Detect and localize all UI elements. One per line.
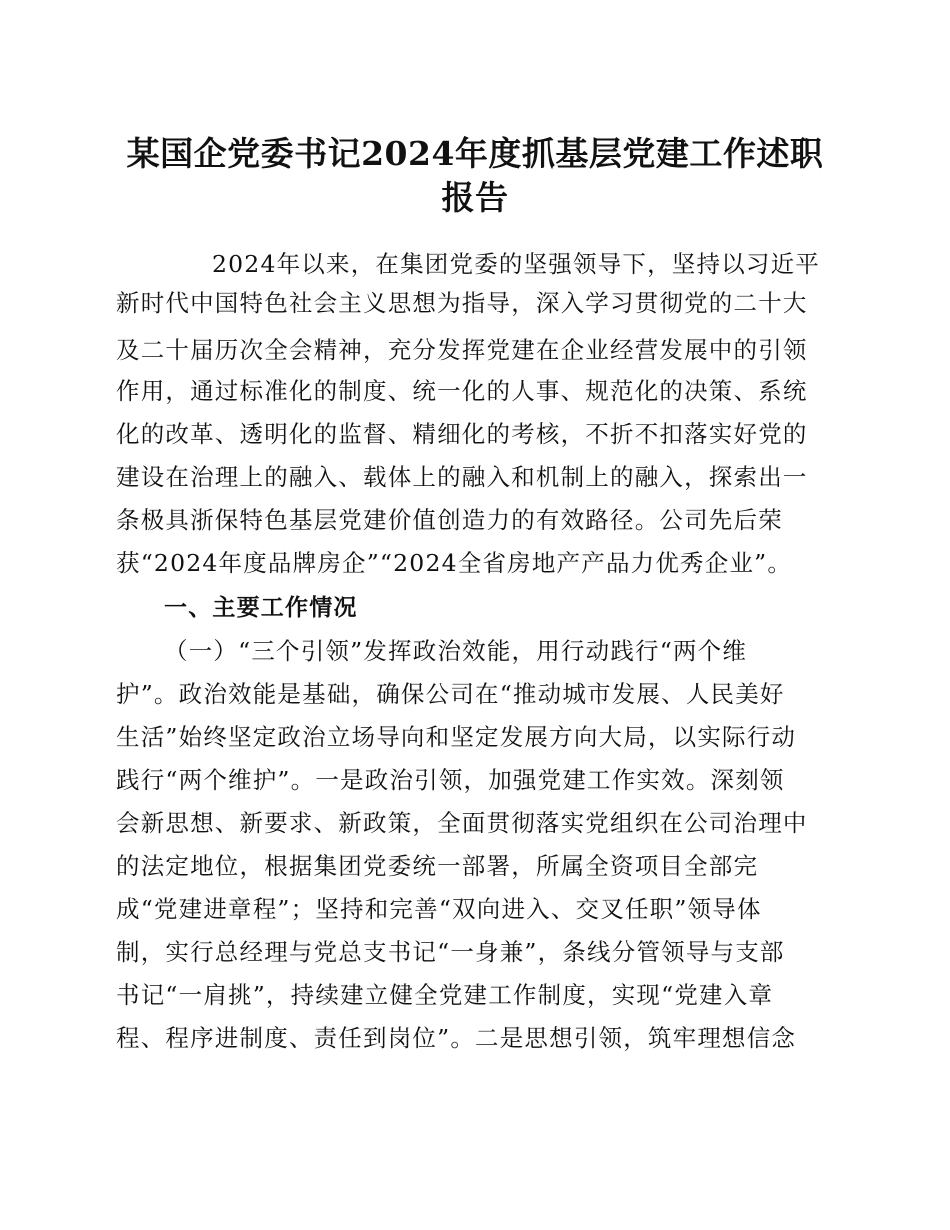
intro-line: 及二十届历次全会精神，充分发挥党建在企业经营发展中的引领 [116,336,808,364]
body-line: （一）“三个引领”发挥政治效能，用行动践行“两个维 [164,637,748,665]
intro-line: 条极具浙保特色基层党建价值创造力的有效路径。公司先后荣 [116,506,783,534]
title-line-1: 某国企党委书记2024年度抓基层党建工作述职 [126,134,824,173]
section-heading: 一、主要工作情况 [164,595,358,621]
body-line: 会新思想、新要求、新政策，全面贯彻落实党组织在公司治理中 [116,809,808,837]
body-line: 程、程序进制度、责任到岗位”。二是思想引领，筑牢理想信念 [116,1024,797,1052]
body-line: 践行“两个维护”。一是政治引领，加强党建工作实效。深刻领 [116,766,785,794]
body-line: 的法定地位，根据集团党委统一部署，所属全资项目全部完 [116,852,759,880]
intro-line: 作用，通过标准化的制度、统一化的人事、规范化的决策、系统 [116,377,808,405]
intro-line: 获“2024年度品牌房企”“2024全省房地产产品力优秀企业”。 [116,549,793,577]
title-line-2: 报告 [441,178,509,217]
intro-line: 化的改革、透明化的监督、精细化的考核，不折不扣落实好党的 [116,420,808,448]
body-line: 书记“一肩挑”，持续建立健全党建工作制度，实现“党建入章 [116,981,774,1009]
intro-line: 建设在治理上的融入、载体上的融入和机制上的融入，探索出一 [116,463,808,491]
body-line: 生活”始终坚定政治立场导向和坚定发展方向大局，以实际行动 [116,723,797,751]
intro-line: 2024年以来，在集团党委的坚强领导下，坚持以习近平 [212,250,821,278]
document-title [100,132,850,220]
body-line: 护”。政治效能是基础，确保公司在“推动城市发展、人民美好 [116,680,785,708]
body-line: 成“党建进章程”；坚持和完善“双向进入、交叉任职”领导体 [116,895,762,923]
intro-line: 新时代中国特色社会主义思想为指导，深入学习贯彻党的二十大 [116,289,808,317]
body-line: 制，实行总经理与党总支书记“一身兼”，条线分管领导与支部 [116,938,785,966]
